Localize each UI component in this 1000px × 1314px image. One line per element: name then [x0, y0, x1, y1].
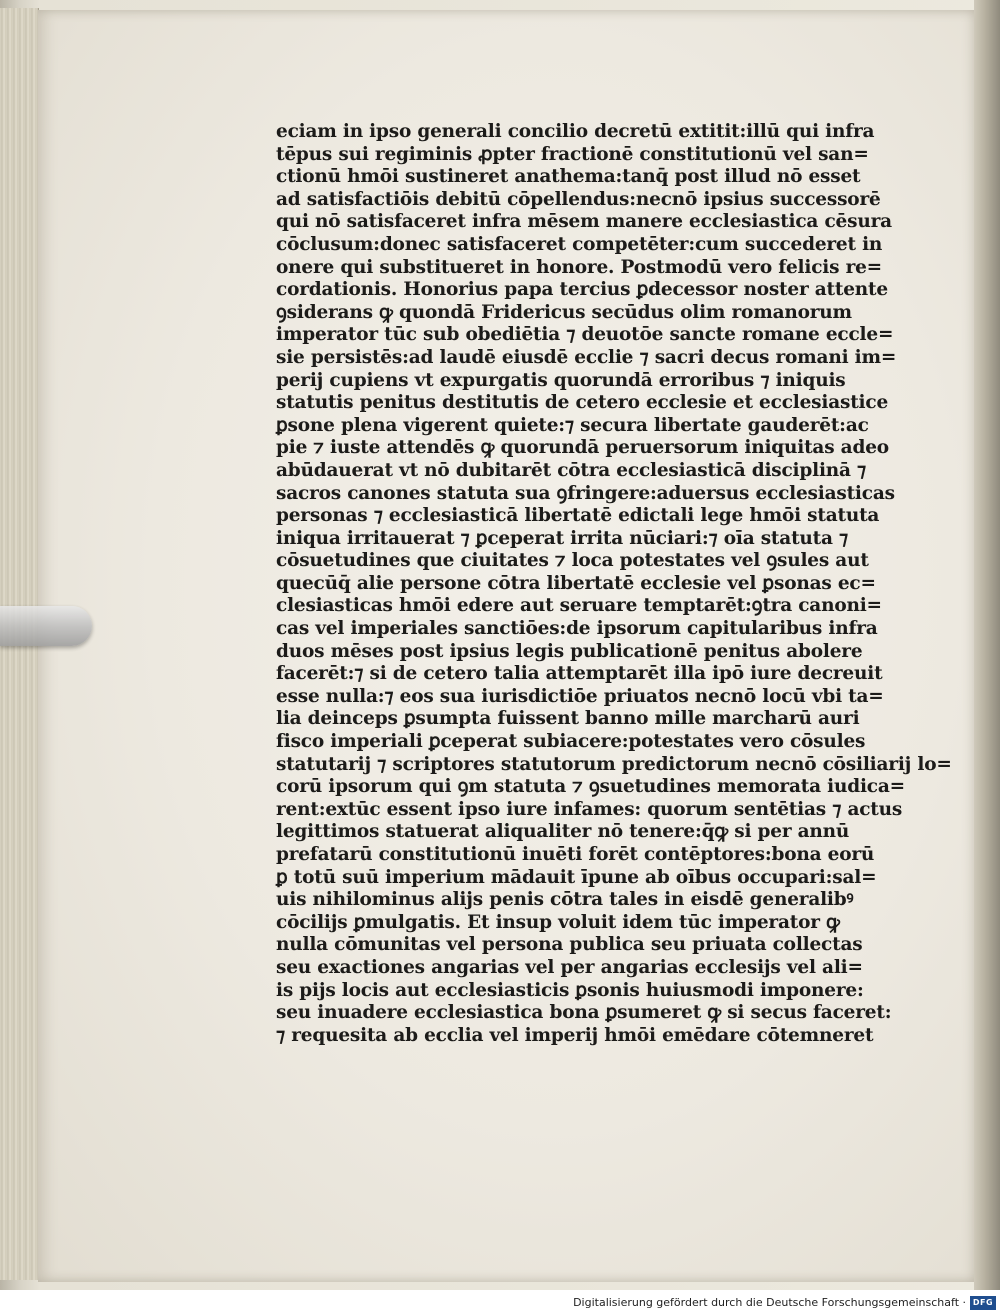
- text-line: tēpus sui regiminis ꝓpter fractionē constitutionū vel san=: [276, 143, 869, 165]
- dfg-logo: DFG: [970, 1296, 996, 1310]
- text-line: lia deinceps ꝑsumpta fuissent banno mille marcharū auri: [276, 708, 860, 730]
- text-line: sacros canones statuta sua ꝯfringere:aduersus ecclesiasticas: [276, 482, 895, 504]
- page-clip: [0, 606, 92, 646]
- text-line: esse nulla:⁊ eos sua iurisdictiōe priuatos necnō locū vbi ta=: [276, 685, 884, 707]
- text-line: iniqua irritauerat ⁊ ꝑceperat irrita nūciari:⁊ oīa statuta ⁊: [276, 527, 849, 549]
- text-line: fisco imperiali ꝑceperat subiacere:potestates vero cōsules: [276, 731, 866, 753]
- text-line: cordationis. Honorius papa tercius ꝑdecessor noster attente: [276, 279, 888, 301]
- digitization-credit: Digitalisierung gefördert durch die Deutsche Forschungsgemeinschaft ·: [573, 1296, 966, 1309]
- text-line: is pijs locis aut ecclesiasticis ꝑsonis huiusmodi imponere:: [276, 979, 864, 1001]
- text-line: eciam in ipso generali concilio decretū extitit:illū qui infra: [276, 121, 875, 142]
- text-line: cōclusum:donec satisfaceret competēter:cum succederet in: [276, 233, 883, 255]
- printed-text-block: [276, 121, 952, 1047]
- text-line: pie ⁊ iuste attendēs ꝙ quorundā peruersorum iniquitas adeo: [276, 437, 889, 459]
- text-line: ⁊ requesita ab ecclia vel imperij hmōi emēdare cōtemneret: [276, 1024, 874, 1046]
- text-line: quecūq̄ alie persone cōtra libertatē ecclesie vel ꝑsonas ec=: [276, 572, 876, 594]
- text-line: personas ⁊ ecclesiasticā libertatē edictali lege hmōi statuta: [276, 505, 880, 527]
- text-line: seu exactiones angarias vel per angarias ecclesijs vel ali=: [276, 956, 863, 978]
- text-line: uis nihilominus alijs penis cōtra tales in eisdē generalibꝰ: [276, 889, 854, 911]
- text-line: prefatarū constitutionū inuēti forēt contēptores:bona eorū: [276, 844, 875, 865]
- text-line: ꝑsone plena vigerent quiete:⁊ secura libertate gauderēt:ac: [276, 414, 869, 436]
- text-line: statutis penitus destitutis de cetero ecclesie et ecclesiastice: [276, 392, 889, 414]
- text-line: onere qui substitueret in honore. Postmodū vero felicis re=: [276, 256, 882, 278]
- text-line: qui nō satisfaceret infra mēsem manere ecclesiastica cēsura: [276, 211, 892, 233]
- text-line: facerēt:⁊ si de cetero talia attemptarēt illa ipō iure decreuit: [276, 663, 883, 685]
- text-line: perij cupiens vt expurgatis quorundā erroribus ⁊ iniquis: [276, 369, 846, 391]
- text-line: cas vel imperiales sanctiōes:de ipsorum capitularibus infra: [276, 618, 878, 640]
- text-line: cōsuetudines que ciuitates ⁊ loca potestates vel ꝯsules aut: [276, 550, 869, 572]
- text-line: corū ipsorum qui ꝯm statuta ⁊ ꝯsuetudines memorata iudica=: [276, 776, 905, 798]
- text-line: clesiasticas hmōi edere aut seruare temptarēt:ꝯtra canoni=: [276, 595, 882, 617]
- text-line: imperator tūc sub obediētia ⁊ deuotōe sancte romane eccle=: [276, 324, 894, 346]
- text-line: ꝯsiderans ꝙ quondā Fridericus secūdus olim romanorum: [276, 301, 852, 323]
- text-line: statutarij ⁊ scriptores statutorum predictorum necnō cōsiliarij lo=: [276, 753, 952, 775]
- text-line: ctionū hmōi sustineret anathema:tanq̄ post illud nō esset: [276, 166, 861, 188]
- text-line: rent:extūc essent ipso iure infames: quorum sentētias ⁊ actus: [276, 798, 903, 820]
- text-line: ꝑ totū suū imperium mādauit īpune ab oībus occupari:sal=: [276, 866, 877, 888]
- text-line: duos mēses post ipsius legis publicationē penitus abolere: [276, 640, 863, 662]
- text-line: nulla cōmunitas vel persona publica seu priuata collectas: [276, 934, 863, 956]
- text-line: sie persistēs:ad laudē eiusdē ecclie ⁊ sacri decus romani im=: [276, 346, 897, 368]
- text-line: legittimos statuerat aliqualiter nō tenere:q̄ꝙ si per annū: [276, 821, 850, 843]
- text-line: abūdauerat vt nō dubitarēt cōtra ecclesiasticā disciplinā ⁊: [276, 459, 867, 481]
- text-line: cōcilijs ꝑmulgatis. Et insup voluit idem tūc imperator ꝙ: [276, 911, 840, 933]
- footer-bar: [0, 1290, 1000, 1314]
- text-line: ad satisfactiōis debitū cōpellendus:necnō ipsius successorē: [276, 188, 881, 210]
- text-line: seu inuadere ecclesiastica bona ꝑsumeret ꝙ si secus faceret:: [276, 1002, 892, 1024]
- book-edge-right: [974, 0, 1000, 1290]
